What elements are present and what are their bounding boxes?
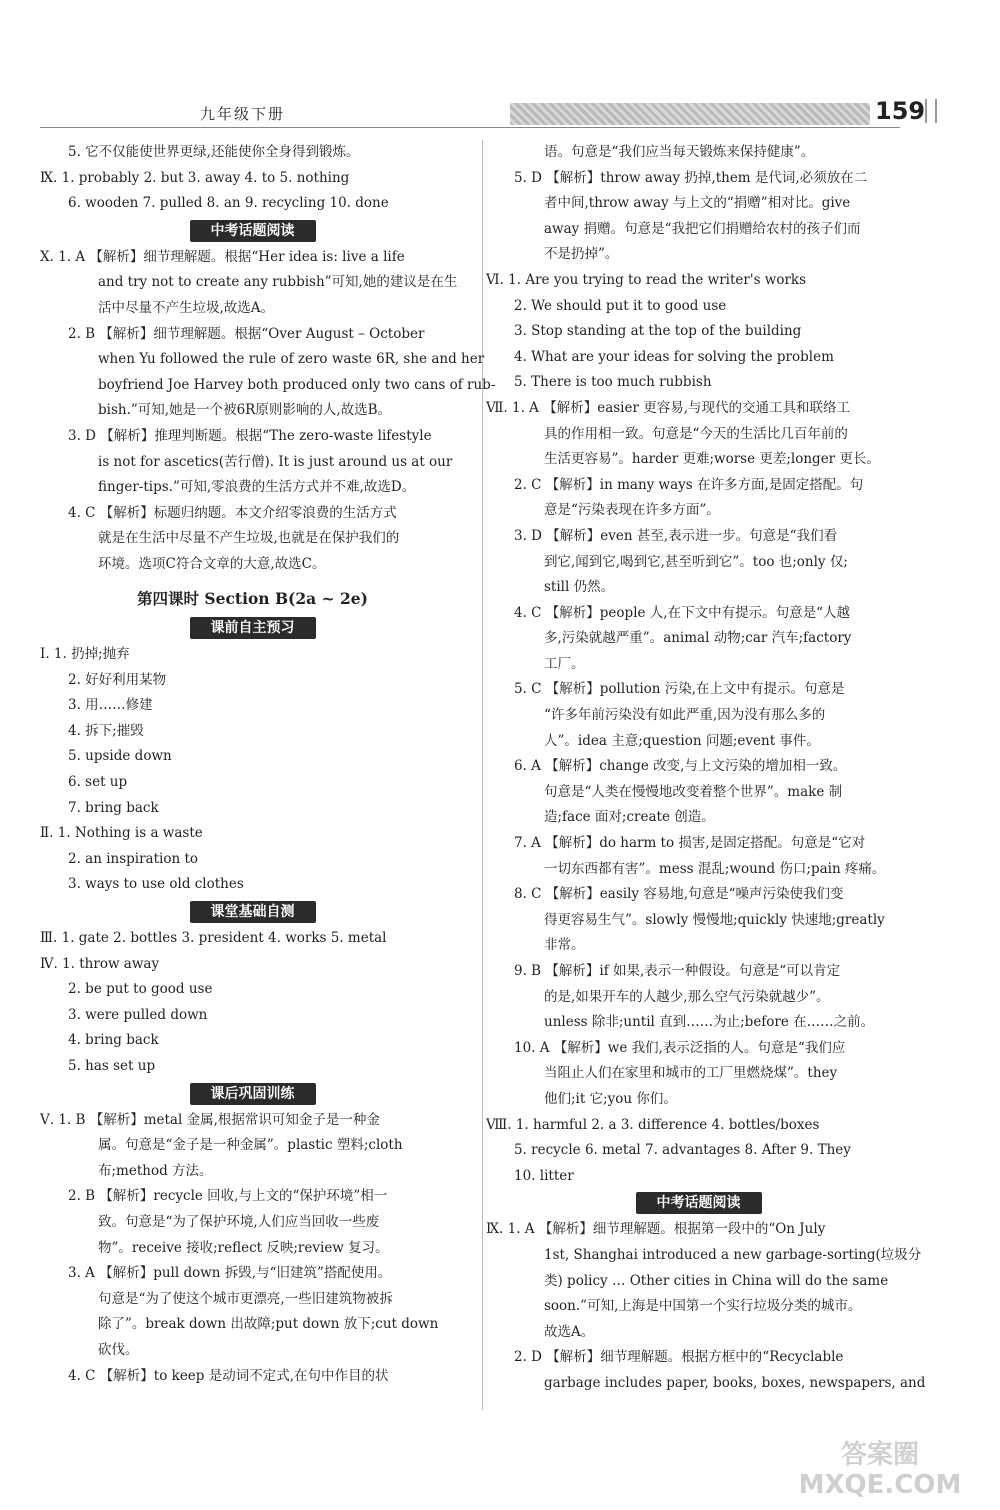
left-column [40,140,496,1389]
answer-line: 人”。idea 主意;question 问题;event 事件。 [544,732,820,749]
grade-label: 九年级下册 [200,105,286,123]
answer-line: 得更容易生气”。slowly 慢慢地;quickly 快速地;greatly [544,911,885,928]
page-header [40,95,950,131]
answer-line: 意是“污染表现在许多方面”。 [544,502,720,519]
answer-line: Ⅸ. 1. probably 2. but 3. away 4. to 5. nothing [40,169,350,186]
answer-line: and try not to create any rubbish”可知,她的建议是在生 [98,274,458,291]
answer-line: Ⅵ. 1. Are you trying to read the writer's works [486,271,807,288]
answer-line: 2. D 【解析】细节理解题。根据方框中的“Recyclable [514,1349,844,1366]
answer-line: Ⅲ. 1. gate 2. bottles 3. president 4. works 5. metal [40,930,387,947]
answer-line: 一切东西都有害”。mess 混乱;wound 伤口;pain 疼痛。 [544,860,886,877]
answer-line: 3. Stop standing at the top of the building [514,323,802,340]
answer-line: 3. were pulled down [68,1006,208,1023]
answer-line: 4. What are your ideas for solving the problem [514,348,834,365]
answer-line: 3. ways to use old clothes [68,876,244,893]
answer-line: 2. C 【解析】in many ways 在许多方面,是固定搭配。句 [514,476,864,493]
answer-line: 物”。receive 接收;reflect 反映;review 复习。 [98,1239,389,1256]
answer-line: soon.”可知,上海是中国第一个实行垃圾分类的城市。 [544,1298,862,1315]
answer-line: Ⅴ. 1. B 【解析】metal 金属,根据常识可知金子是一种金 [40,1111,380,1128]
answer-line: 活中尽量不产生垃圾,故选A。 [98,299,275,316]
answer-line: 类) policy … Other cities in China will do the same [544,1272,889,1289]
answer-line: 4. 拆下;摧毁 [68,722,144,739]
answer-line: 5. There is too much rubbish [514,374,712,391]
answer-line: 7. bring back [68,799,159,816]
section-banner: 课前自主预习 [190,617,316,639]
header-rule [40,127,900,128]
page-number: 159 [875,97,926,125]
answer-line: Ⅰ. 1. 扔掉;抛弃 [40,646,130,663]
answer-line: 属。句意是“金子是一种金属”。plastic 塑料;cloth [98,1137,403,1154]
answer-line: 6. wooden 7. pulled 8. an 9. recycling 10. done [68,195,389,212]
answer-line: 2. an inspiration to [68,850,199,867]
page-number-bar [925,99,937,123]
answer-line: 句意是“为了使这个城市更漂亮,一些旧建筑物被拆 [98,1290,393,1307]
answer-line: 2. We should put it to good use [514,297,727,314]
answer-line: 2. B 【解析】recycle 回收,与上文的“保护环境”相一 [68,1188,388,1205]
watermark-logo-text: 答案圈 [840,1440,919,1470]
answer-line: 当阻止人们在家里和城市的工厂里燃烧煤”。they [544,1065,838,1082]
answer-line: 者中间,throw away 与上文的“捐赠”相对比。give [544,195,851,212]
answer-line: 6. set up [68,774,128,791]
answer-line: 句意是“人类在慢慢地改变着整个世界”。make 制 [544,783,843,800]
answer-line: Ⅷ. 1. harmful 2. a 3. difference 4. bottles/boxes [486,1116,820,1133]
header-decorative-band [510,103,870,125]
answer-line: 就是在生活中尽量不产生垃圾,也就是在保护我们的 [98,530,400,547]
answer-line: 3. D 【解析】推理判断题。根据“The zero-waste lifestyle [68,427,432,444]
section-banner: 中考话题阅读 [190,220,316,242]
lesson-title: 第四课时 Section B(2a ~ 2e) [137,588,368,608]
answer-line: still 仍然。 [544,579,615,596]
answer-line: 故选A。 [544,1323,595,1340]
answer-line: garbage includes paper, books, boxes, newspapers, and [544,1374,926,1391]
answer-line: 2. be put to good use [68,981,213,998]
answer-line: 致。句意是“为了保护环境,人们应当回收一些废 [98,1213,380,1230]
answer-line: 砍伐。 [98,1341,139,1358]
answer-line: 4. C 【解析】to keep 是动词不定式,在句中作目的状 [68,1367,389,1384]
answer-line: 1st, Shanghai introduced a new garbage-sorting(垃圾分 [544,1246,922,1263]
answer-line: 10. litter [514,1167,574,1184]
answer-line: finger-tips.”可知,零浪费的生活方式并不难,故选D。 [98,479,416,496]
answer-line: 非常。 [544,937,585,954]
answer-line: 4. bring back [68,1032,159,1049]
answer-line: 环境。选项C符合文章的大意,故选C。 [98,555,326,572]
section-banner: 课堂基础自测 [190,901,316,923]
answer-line: is not for ascetics(苦行僧). It is just around us at our [98,453,453,470]
answer-line: when Yu followed the rule of zero waste 6R, she and her [98,351,485,368]
answer-line: 9. B 【解析】if 如果,表示一种假设。句意是“可以肯定 [514,963,841,979]
answer-line: bish.”可知,她是一个被6R原则影响的人,故选B。 [98,402,392,419]
watermark-url: MXQE.COM [798,1470,962,1500]
answer-line: 5. 它不仅能使世界更绿,还能使你全身得到锻炼。 [68,144,360,160]
answer-line: 2. 好好利用某物 [68,671,167,688]
answer-line: “许多年前污染没有如此严重,因为没有那么多的 [544,707,826,724]
answer-line: 5. upside down [68,748,172,765]
answer-line: 生活更容易”。harder 更难;worse 更差;longer 更长。 [544,451,880,468]
answer-line: 不是扔掉”。 [544,246,619,263]
answer-line: Ⅶ. 1. A 【解析】easier 更容易,与现代的交通工具和联络工 [486,399,851,416]
answer-line: 除了”。break down 出故障;put down 放下;cut down [98,1316,439,1333]
answer-line: boyfriend Joe Harvey both produced only two cans of rub- [98,376,496,393]
answer-line: 6. A 【解析】change 改变,与上文污染的增加相一致。 [514,758,847,775]
answer-line: 布;method 方法。 [98,1162,213,1179]
answer-line: 4. C 【解析】标题归纳题。本文介绍零浪费的生活方式 [68,504,397,521]
answer-line: 8. C 【解析】easily 容易地,句意是“噪声污染使我们变 [514,886,844,903]
answer-line: 具的作用相一致。句意是“今天的生活比几百年前的 [544,425,848,442]
answer-line: Ⅱ. 1. Nothing is a waste [40,825,203,842]
answer-line: 3. A 【解析】pull down 拆毁,与“旧建筑”搭配使用。 [68,1265,392,1282]
answer-line: 工厂。 [544,655,585,672]
answer-line: away 捐赠。句意是“我把它们捐赠给农村的孩子们而 [544,220,861,237]
section-banner: 课后巩固训练 [190,1083,316,1105]
answer-line: 2. B 【解析】细节理解题。根据“Over August – October [68,325,425,342]
answer-line: 造;face 面对;create 创造。 [544,809,715,826]
answer-line: 3. D 【解析】even 甚至,表示进一步。句意是“我们看 [514,527,838,544]
answer-line: 7. A 【解析】do harm to 损害,是固定搭配。句意是“它对 [514,835,866,852]
answer-line: 4. C 【解析】people 人,在下文中有提示。句意是“人越 [514,604,850,621]
answer-line: 10. A 【解析】we 我们,表示泛指的人。句意是“我们应 [514,1039,846,1056]
answer-line: 5. recycle 6. metal 7. advantages 8. After 9. They [514,1142,851,1159]
answer-line: 他们;it 它;you 你们。 [544,1090,677,1107]
answer-line: 的是,如果开车的人越少,那么空气污染就越少”。 [544,988,830,1005]
column-divider [482,140,483,1410]
watermark [770,1440,990,1500]
right-column [486,140,926,1397]
answer-line: Ⅹ. 1. A 【解析】细节理解题。根据“Her idea is: live a life [40,248,405,265]
answer-line: 5. has set up [68,1058,156,1074]
answer-line: 3. 用……修建 [68,697,153,714]
answer-line: 5. D 【解析】throw away 扔掉,them 是代词,必须放在二 [514,169,868,186]
answer-line: 多,污染就越严重”。animal 动物;car 汽车;factory [544,630,852,647]
section-banner: 中考话题阅读 [636,1192,762,1214]
answer-line: 5. C 【解析】pollution 污染,在上文中有提示。句意是 [514,681,845,698]
answer-line: 到它,闻到它,喝到它,甚至听到它”。too 也;only 仅; [544,553,848,570]
answer-line: unless 除非;until 直到……为止;before 在……之前。 [544,1014,875,1031]
answer-line: Ⅸ. 1. A 【解析】细节理解题。根据第一段中的“On July [486,1221,826,1238]
answer-line: 语。句意是“我们应当每天锻炼来保持健康”。 [544,144,815,160]
answer-line: Ⅳ. 1. throw away [40,955,160,972]
